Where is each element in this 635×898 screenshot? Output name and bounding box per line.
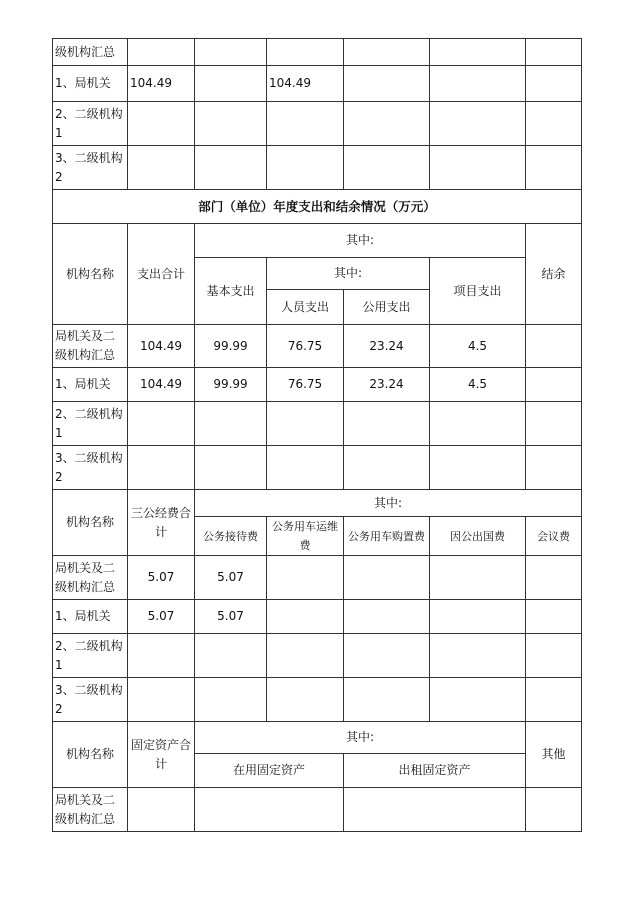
cell-personnel (267, 402, 344, 446)
cell-personnel: 76.75 (267, 325, 344, 368)
cell (267, 102, 344, 146)
cell-balance (526, 368, 582, 402)
cell (526, 146, 582, 190)
row-label: 局机关及二级机构汇总 (53, 556, 128, 600)
header-meeting: 会议费 (526, 517, 582, 556)
cell-reception: 5.07 (195, 600, 267, 634)
cell (430, 39, 526, 66)
cell-total (128, 634, 195, 678)
row-label: 2、二级机构1 (53, 634, 128, 678)
row-label: 3、二级机构2 (53, 146, 128, 190)
table-row (53, 102, 582, 146)
cell (526, 788, 582, 832)
row-label: 级机构汇总 (53, 39, 128, 66)
cell-public: 23.24 (344, 368, 430, 402)
cell-value: 104.49 (128, 66, 195, 102)
cell (195, 66, 267, 102)
cell-total: 104.49 (128, 368, 195, 402)
table-header-row (53, 224, 582, 258)
cell-reception (195, 634, 267, 678)
table-row (53, 556, 582, 600)
table-row (53, 66, 582, 102)
cell (430, 556, 526, 600)
row-label: 2、二级机构1 (53, 102, 128, 146)
table-row (53, 402, 582, 446)
cell (526, 678, 582, 722)
row-label: 1、局机关 (53, 368, 128, 402)
header-in-use: 在用固定资产 (195, 754, 344, 788)
cell-project: 4.5 (430, 368, 526, 402)
cell (195, 146, 267, 190)
row-label: 3、二级机构2 (53, 678, 128, 722)
cell (526, 102, 582, 146)
cell-personnel (267, 446, 344, 490)
header-of-which: 其中: (195, 722, 526, 754)
cell-balance (526, 325, 582, 368)
cell-total: 5.07 (128, 556, 195, 600)
cell (526, 66, 582, 102)
section-title-row (53, 190, 582, 224)
header-org: 机构名称 (53, 722, 128, 788)
row-label: 1、局机关 (53, 600, 128, 634)
table-row (53, 634, 582, 678)
cell (128, 146, 195, 190)
cell (430, 600, 526, 634)
cell (195, 39, 267, 66)
header-basic: 基本支出 (195, 258, 267, 325)
cell (267, 678, 344, 722)
cell (344, 39, 430, 66)
cell-basic (195, 446, 267, 490)
header-of-which-2: 其中: (267, 258, 430, 290)
table-row (53, 446, 582, 490)
cell (267, 600, 344, 634)
header-reception: 公务接待费 (195, 517, 267, 556)
cell (267, 146, 344, 190)
cell (344, 678, 430, 722)
header-project: 项目支出 (430, 258, 526, 325)
row-label: 2、二级机构1 (53, 402, 128, 446)
cell (344, 146, 430, 190)
table-row (53, 325, 582, 368)
cell (128, 788, 195, 832)
cell-basic: 99.99 (195, 368, 267, 402)
table-row (53, 788, 582, 832)
cell (344, 556, 430, 600)
cell-total (128, 678, 195, 722)
cell-public: 23.24 (344, 325, 430, 368)
cell (267, 556, 344, 600)
row-label: 局机关及二级机构汇总 (53, 325, 128, 368)
cell-balance (526, 446, 582, 490)
cell-total (128, 446, 195, 490)
header-org: 机构名称 (53, 490, 128, 556)
cell (430, 634, 526, 678)
cell (430, 66, 526, 102)
row-label: 局机关及二级机构汇总 (53, 788, 128, 832)
header-balance: 结余 (526, 224, 582, 325)
cell-reception: 5.07 (195, 556, 267, 600)
cell (267, 634, 344, 678)
cell (430, 146, 526, 190)
cell-basic: 99.99 (195, 325, 267, 368)
header-total: 支出合计 (128, 224, 195, 325)
cell (267, 39, 344, 66)
header-personnel: 人员支出 (267, 290, 344, 325)
header-public: 公用支出 (344, 290, 430, 325)
cell-total: 104.49 (128, 325, 195, 368)
cell-balance (526, 402, 582, 446)
header-other: 其他 (526, 722, 582, 788)
row-label: 1、局机关 (53, 66, 128, 102)
header-of-which: 其中: (195, 224, 526, 258)
cell-reception (195, 678, 267, 722)
cell (128, 39, 195, 66)
cell-public (344, 446, 430, 490)
cell (128, 102, 195, 146)
header-abroad: 因公出国费 (430, 517, 526, 556)
cell-public (344, 402, 430, 446)
cell (430, 678, 526, 722)
cell (526, 39, 582, 66)
table-row (53, 600, 582, 634)
cell-basic (195, 402, 267, 446)
header-total: 固定资产合计 (128, 722, 195, 788)
cell (430, 102, 526, 146)
header-of-which: 其中: (195, 490, 582, 517)
cell (195, 788, 344, 832)
table-row (53, 146, 582, 190)
cell-personnel: 76.75 (267, 368, 344, 402)
cell (195, 102, 267, 146)
header-vehicle-buy: 公务用车购置费 (344, 517, 430, 556)
cell-total: 5.07 (128, 600, 195, 634)
cell-project: 4.5 (430, 325, 526, 368)
table-row (53, 678, 582, 722)
cell-total (128, 402, 195, 446)
cell (344, 66, 430, 102)
row-label: 3、二级机构2 (53, 446, 128, 490)
cell (344, 600, 430, 634)
table-header-row (53, 722, 582, 754)
table-row (53, 39, 582, 66)
header-total: 三公经费合计 (128, 490, 195, 556)
cell (344, 788, 526, 832)
cell-project (430, 402, 526, 446)
cell (344, 102, 430, 146)
cell (526, 634, 582, 678)
table-header-row (53, 490, 582, 517)
section-title: 部门（单位）年度支出和结余情况（万元） (53, 190, 582, 224)
cell-project (430, 446, 526, 490)
table-row (53, 368, 582, 402)
header-vehicle-ops: 公务用车运维费 (267, 517, 344, 556)
cell-value: 104.49 (267, 66, 344, 102)
header-org: 机构名称 (53, 224, 128, 325)
cell (526, 556, 582, 600)
header-leased: 出租固定资产 (344, 754, 526, 788)
cell (526, 600, 582, 634)
cell (344, 634, 430, 678)
expenditure-report-table (52, 38, 582, 832)
